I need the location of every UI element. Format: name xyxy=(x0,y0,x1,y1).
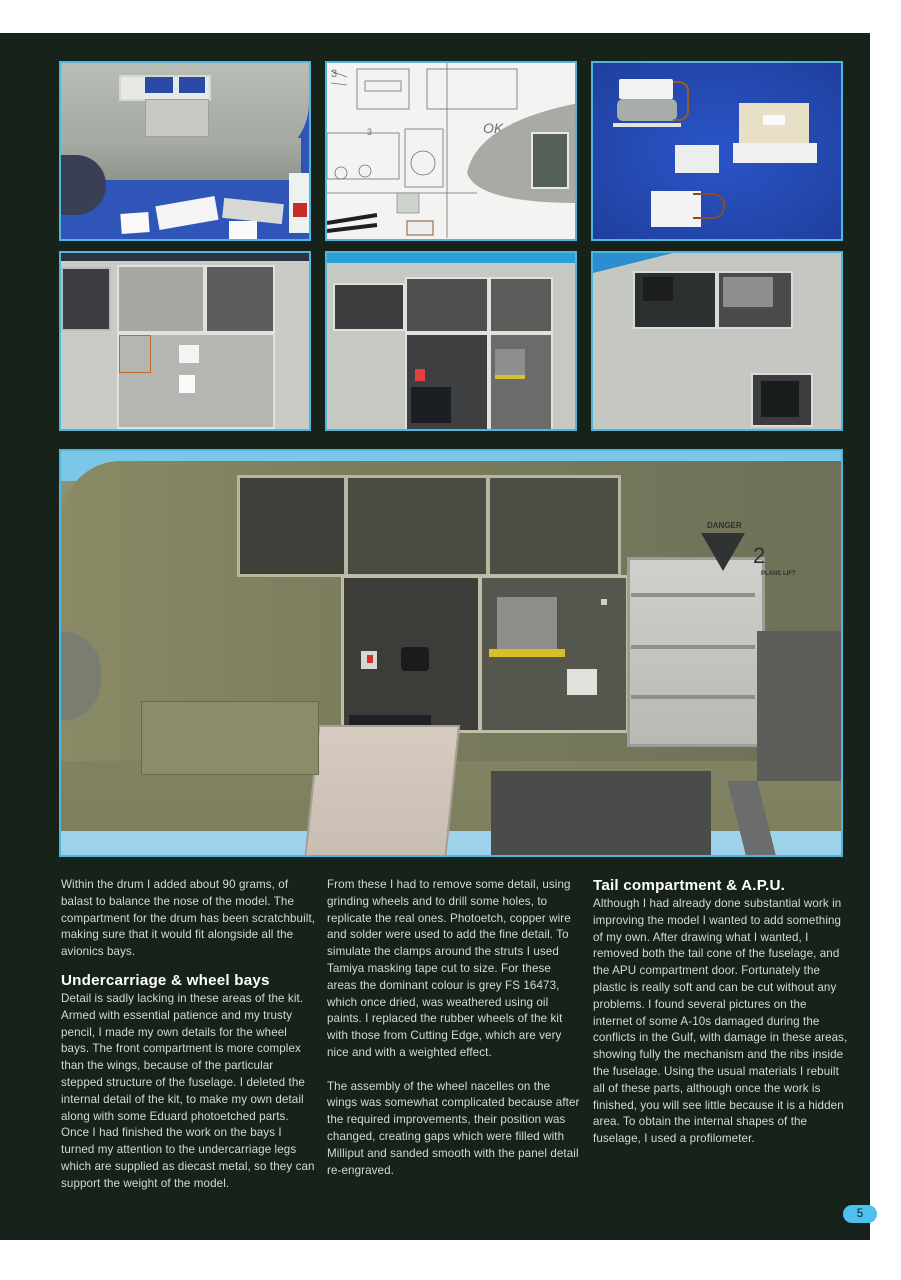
photo-avionics-boxes xyxy=(591,61,843,241)
paragraph: Although I had already done substantial work in improving the model I wanted to add something of my own. After drawing what I wanted, I removed both the tail cone of the fuselage, and the APU compartment door. Fortunately the plastic is really soft and can be cut without any problems. I found several pictures on the internet of some A-10s damaged during the conflicts in the Gulf, with damage in these areas, showing fully the mechanism and the ribs inside the fuselage. Using the usual materials I rebuilt all of these parts, although once the work is finished, you will see little because it is a hidden area. To obtain the internal shapes of the fuselage, I used a profilometer. xyxy=(593,897,848,1146)
photo-bay-painted xyxy=(591,251,843,431)
svg-text:OK: OK xyxy=(483,120,504,136)
photo-fuselage-bays xyxy=(59,61,311,241)
text-column-2 xyxy=(327,877,583,1179)
section-heading-tail-apu: Tail compartment & A.P.U. xyxy=(593,877,786,894)
pencil-sketch-graphic xyxy=(327,63,577,241)
text-column-3 xyxy=(593,876,849,1148)
svg-text:3: 3 xyxy=(367,127,373,137)
text-column-1 xyxy=(61,877,317,1193)
photo-finished-bays xyxy=(59,449,843,857)
svg-text:3: 3 xyxy=(331,68,338,80)
danger-stencil: DANGER xyxy=(707,521,742,530)
photo-sketches-nose xyxy=(325,61,577,241)
paragraph: Detail is sadly lacking in these areas of the kit. Armed with essential patience and my trusty pencil, I made my own details for the wheel bays. The front compartment is more complex than the wings, because of the particular stepped structure of the fuselage. I deleted the internal detail of the kit, to make my own detail along with some Eduard photoetched parts. Once I had finished the work on the bays I turned my attention to the undercarriage legs which are supplied as diecast metal, so they can support the weight of the model. xyxy=(61,991,315,1190)
photo-bay-structure xyxy=(59,251,311,431)
section-heading-undercarriage: Undercarriage & wheel bays xyxy=(61,971,270,989)
number-stencil: 2 xyxy=(753,543,766,568)
page-number-badge: 5 xyxy=(843,1205,877,1223)
paragraph: Within the drum I added about 90 grams, of balast to balance the nose of the model. The compartment for the drum has been scratchbuilt, making sure that it would fit alongside all the avionics bays. xyxy=(61,878,316,959)
plane-lift-stencil: PLANE LIFT xyxy=(761,571,796,577)
photo-bay-detailed xyxy=(325,251,577,431)
paragraph: The assembly of the wheel nacelles on the wings was somewhat complicated because after the required improvements, their position was changed, creating gaps which were filled with Milliput and sanded smooth with the panel detail re-engraved. xyxy=(327,1079,580,1177)
paragraph: From these I had to remove some detail, using grinding wheels and to drill some holes, to replicate the real ones. Photoetch, copper wire and solder were used to add the fine detail. To simulate the clamps around the struts I used Tamiya masking tape cut to size. For these areas the dominant colour is grey FS 16473, which once dried, was weathered using oil paints. I replaced the rubber wheels of the kit with those from Cutting Edge, which are very nice and with a weighted effect. xyxy=(327,878,571,1059)
